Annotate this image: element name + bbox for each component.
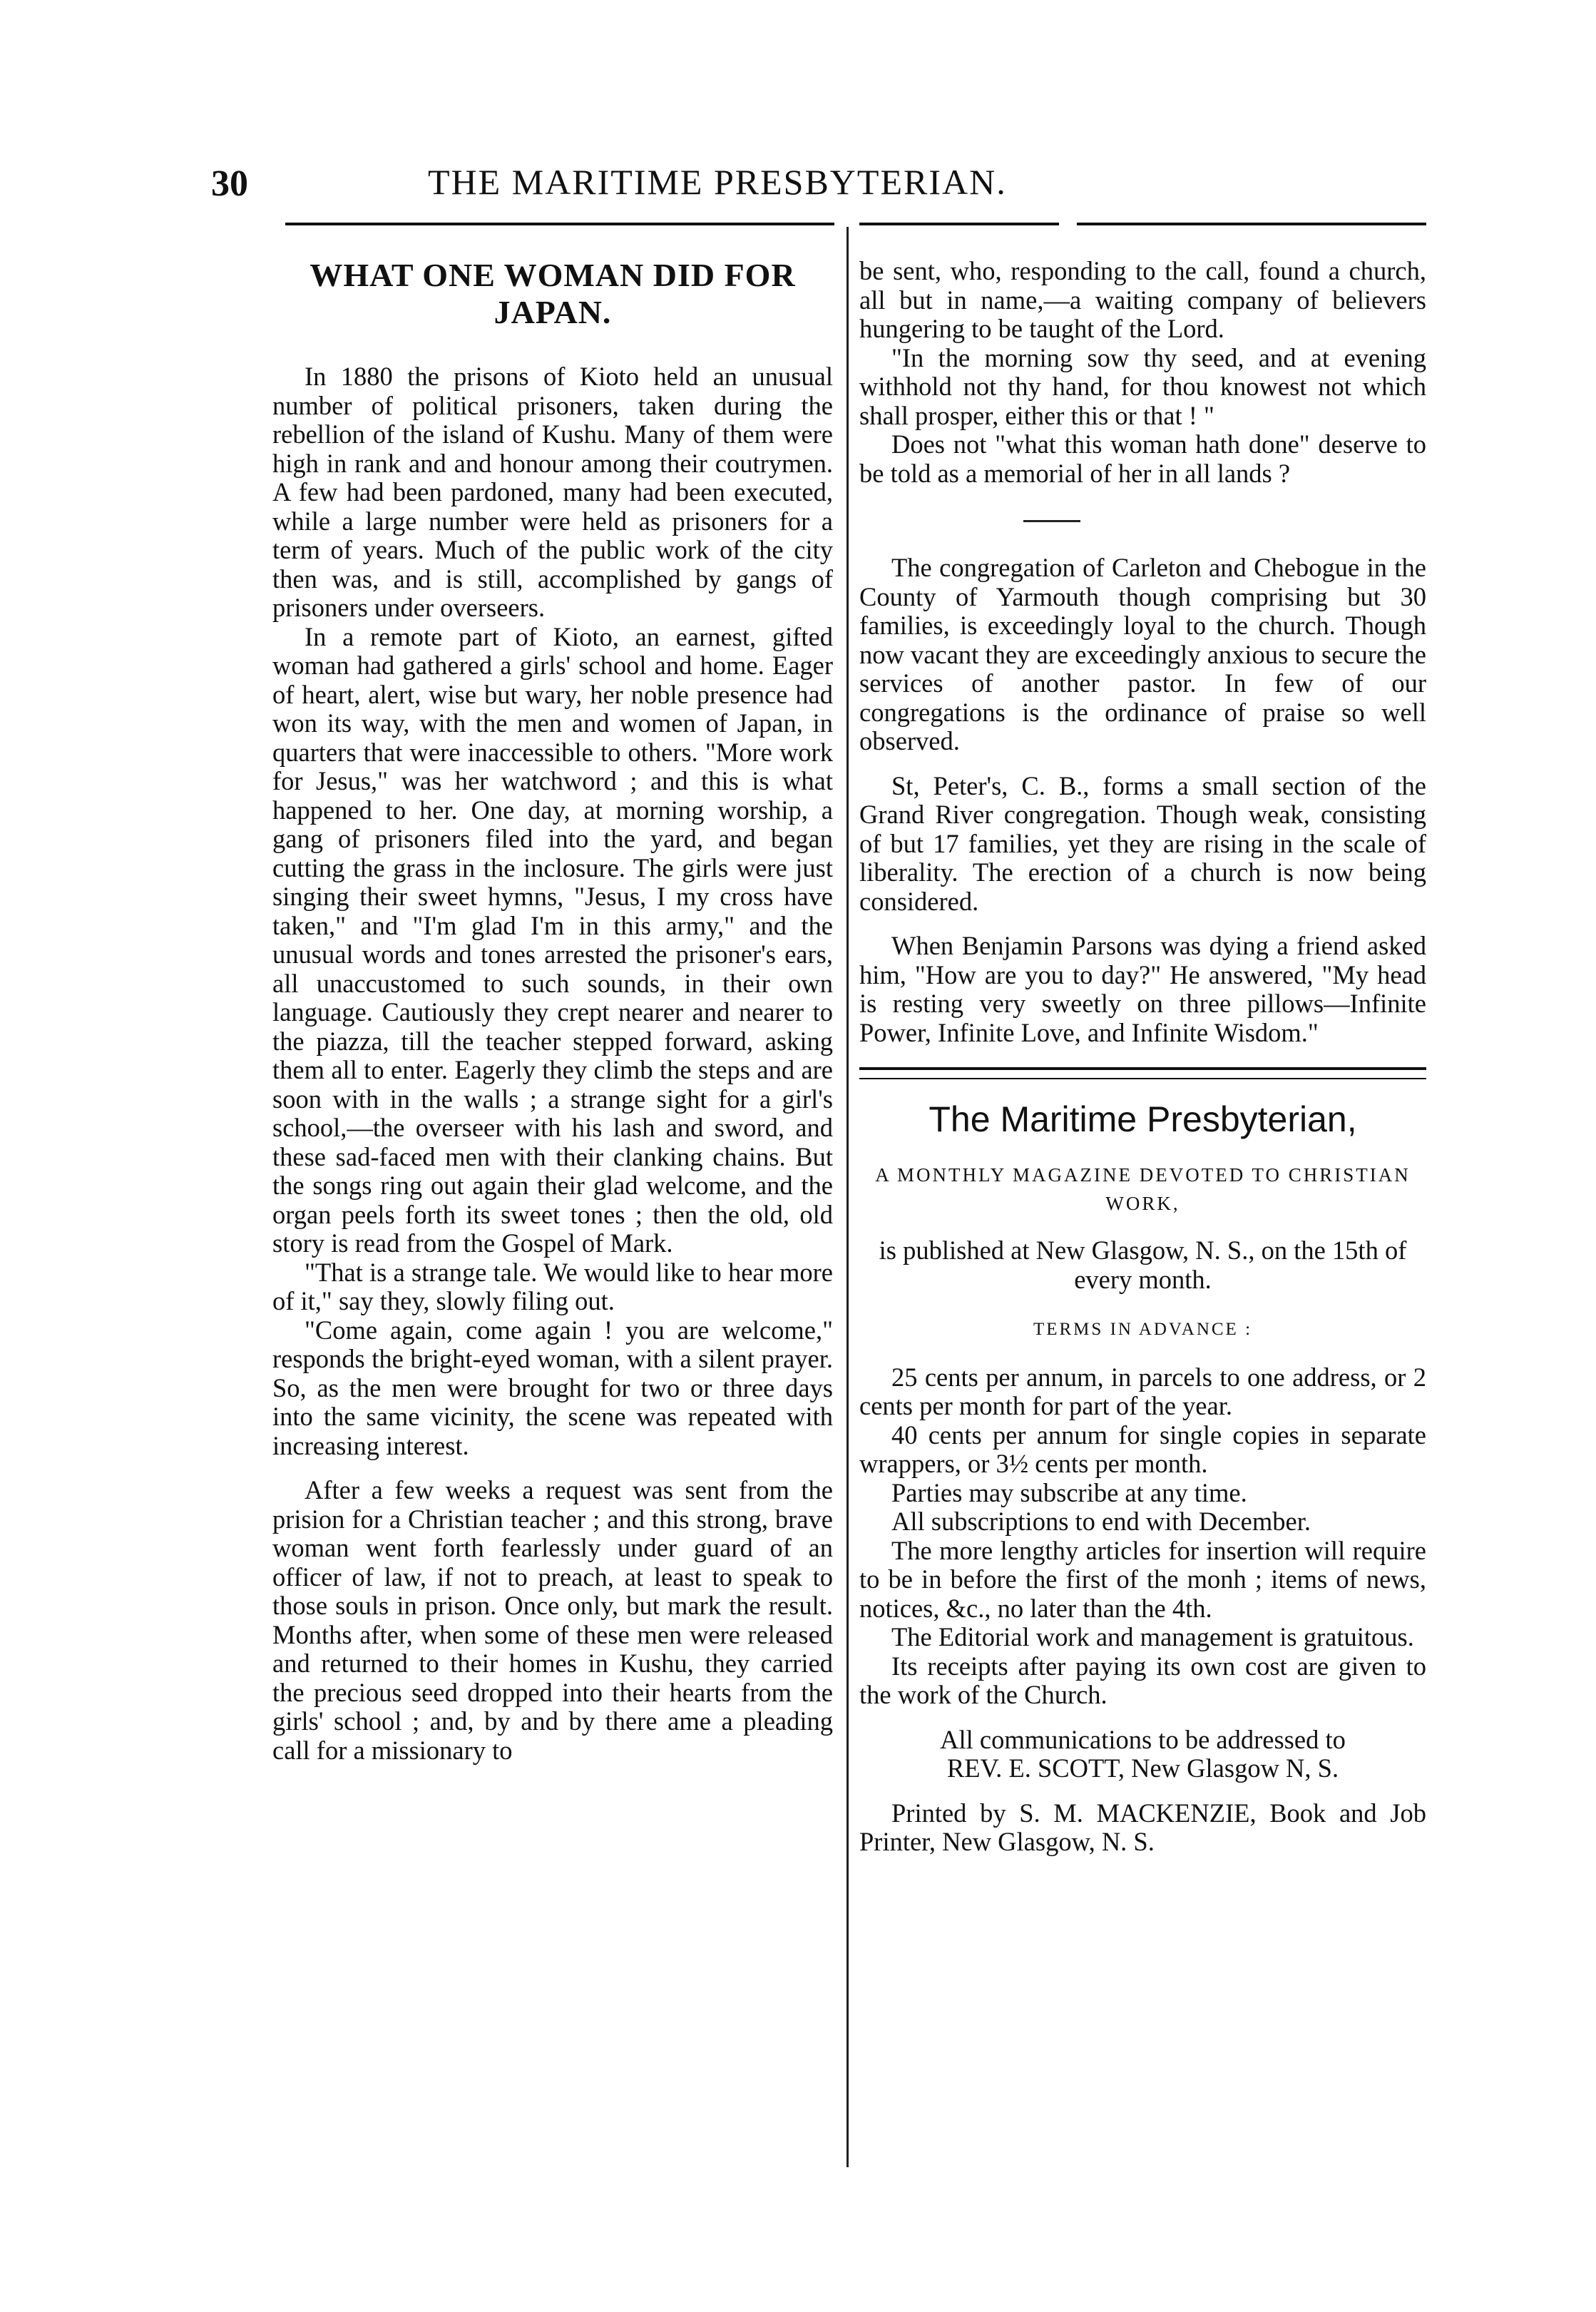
terms-item-4: All subscriptions to end with December. (891, 1507, 1311, 1536)
article-continuation: be sent, who, responding to the call, found a church, all but in name,—a waiting company of believers hungering to be taught of the Lord. (859, 256, 1426, 343)
header-rule-right (859, 223, 1059, 225)
article-paragraph-2: In a remote part of Kioto, an earnest, gifted woman had gathered a girls' school and home. Eager of heart, alert, wise but wary, her noble presence had won its way, with the men and women of Japan, in quarters that were inaccessible to others. "More work for Jesus," was her watchword ; and this is what happened to her. One day, at morning worship, a gang of prisoners filed into the yard, and began cutting the grass in the inclosure. The girls were just singing their sweet hymns, "Jesus, I my cross have taken," and "I'm glad I'm in this army," and the unusual words and tones arrested the prisoner's ears, all unaccustomed to such sounds, in their own language. Cautiously they crept nearer and nearer to the piazza, till the teacher stepped forward, asking them all to enter. Eagerly they climb the steps and are soon with in the walls ; a strange sight for a girl's school,—the overseer with his lash and sword, and these sad-faced men with their clanking chains. But the songs ring out again their glad welcome, and the organ peels forth its sweet tones ; then the old, old story is read from the Gospel of Mark. (272, 621, 833, 1258)
page-number: 30 (211, 163, 248, 204)
masthead-double-rule (859, 1067, 1426, 1079)
article-paragraph-4: "Come again, come again ! you are welcome," responds the bright-eyed woman, with a silent prayer. So, as the men were brought for two or three days into the same vicinity, the scene was repeated with increasing interest. (272, 1315, 833, 1460)
masthead-title: The Maritime Presbyterian, (929, 1099, 1357, 1139)
notice-parsons: When Benjamin Parsons was dying a friend asked him, "How are you to day?" He answered, "My head is resting very sweetly on three pillows—Infinite Power, Infinite Love, and Infinite Wisdom." (859, 931, 1426, 1047)
terms-heading: TERMS IN ADVANCE : (1033, 1320, 1253, 1339)
notice-carleton: The congregation of Carleton and Chebogue in the County of Yarmouth though comprising but 30 families, is exceedingly loyal to the church. Though now vacant they are exceedingly anxious to secure the services of another pastor. In few of our congregations is the ordinance of praise so well observed. (859, 553, 1426, 755)
column-divider (846, 227, 849, 2167)
terms-item-7: Its receipts after paying its own cost are given to the work of the Church. (859, 1651, 1426, 1709)
header-rule-right-2 (1077, 223, 1426, 225)
header-rule-left (285, 223, 834, 225)
terms-item-2: 40 cents per annum for single copies in separate wrappers, or 3½ cents per month. (859, 1420, 1426, 1478)
article-closing: Does not "what this woman hath done" deserve to be told as a memorial of her in all lands ? (859, 429, 1426, 488)
left-column (272, 257, 833, 1765)
masthead-subtitle: A MONTHLY MAGAZINE DEVOTED TO CHRISTIAN WORK, (875, 1164, 1411, 1214)
masthead-published: is published at New Glasgow, N. S., on the 15th of every month. (879, 1236, 1407, 1294)
running-head-title: THE MARITIME PRESBYTERIAN. (428, 162, 1007, 202)
notice-st-peters: St, Peter's, C. B., forms a small section of the Grand River congregation. Though weak, consisting of but 17 families, yet they are rising in the scale of liberality. The erection of a church is now being considered. (859, 770, 1426, 916)
communications-line-1: All communications to be addressed to (940, 1724, 1346, 1754)
article-paragraph-3: "That is a strange tale. We would like to hear more of it," say they, slowly filing out. (272, 1257, 833, 1315)
article-paragraph-1: In 1880 the prisons of Kioto held an unusual number of political prisoners, taken during the rebellion of the island of Kushu. Many of them were high in rank and and honour among their coutrymen. A few had been pardoned, many had been executed, while a large number were held as prisoners for a term of years. Much of the public work of the city then was, and is still, accomplished by gangs of prisoners under overseers. (272, 362, 833, 622)
terms-item-5: The more lengthy articles for insertion will require to be in before the first of the monh ; items of news, notices, &c., no later than the 4th. (859, 1535, 1426, 1623)
communications-line-2: REV. E. SCOTT, New Glasgow N, S. (946, 1753, 1339, 1783)
printer-credit: Printed by S. M. MACKENZIE, Book and Job Printer, New Glasgow, N. S. (859, 1798, 1426, 1856)
section-separator (859, 504, 1426, 535)
terms-item-1: 25 cents per annum, in parcels to one address, or 2 cents per month for part of the year. (859, 1362, 1426, 1420)
article-title: WHAT ONE WOMAN DID FOR JAPAN. (310, 257, 796, 330)
terms-item-3: Parties may subscribe at any time. (891, 1477, 1247, 1507)
scripture-quote: "In the morning sow thy seed, and at evening withhold not thy hand, for thou knowest not which shall prosper, either this or that ! " (859, 342, 1426, 430)
article-paragraph-5: After a few weeks a request was sent from the prision for a Christian teacher ; and this strong, brave woman went forth fearlessly under guard of an officer of law, if not to preach, at least to speak to those souls in prison. Once only, but mark the result. Months after, when some of these men were released and returned to their homes in Kushu, they carried the precious seed dropped into their hearts from the girls' school ; and, by and by there ame a pleading call for a missionary to (272, 1475, 833, 1765)
terms-item-6: The Editorial work and management is gratuitous. (891, 1622, 1414, 1651)
right-column (859, 257, 1426, 1857)
